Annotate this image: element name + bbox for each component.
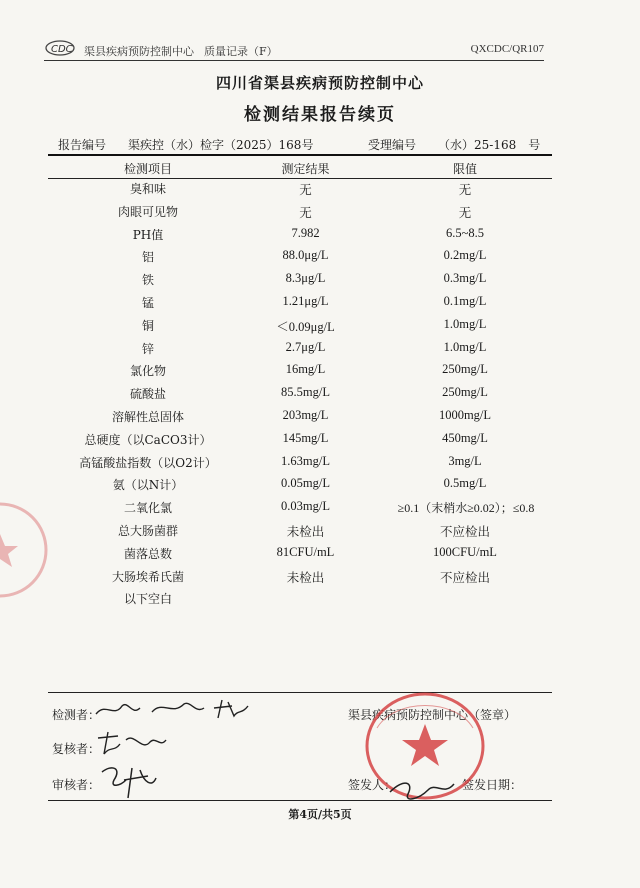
row-item: 硫酸盐 [129, 387, 166, 402]
row-result: 203mg/L [282, 407, 329, 422]
svg-text:CDC: CDC [51, 44, 73, 55]
row-item: 铜 [141, 318, 154, 333]
row-result: 145mg/L [282, 430, 329, 445]
report-meta [52, 134, 552, 154]
page-header [44, 38, 544, 62]
table-row [48, 564, 552, 587]
table-row [48, 381, 552, 404]
issuer-signature-icon [384, 770, 464, 810]
table-row [48, 358, 552, 381]
row-item: 总硬度（以CaCO3计） [84, 432, 212, 447]
table-row [48, 404, 552, 427]
row-item: 二氧化氯 [123, 501, 172, 516]
header-divider [44, 60, 544, 61]
table-row [48, 244, 552, 267]
row-limit: 1.0mg/L [443, 316, 487, 331]
table-row [48, 586, 552, 609]
row-limit: 1.0mg/L [443, 339, 487, 354]
row-result: 2.7μg/L [285, 339, 326, 354]
row-item: 总大肠菌群 [117, 523, 178, 538]
row-result: 无 [299, 205, 312, 220]
receipt-no: （水）25-168 号 [438, 138, 541, 152]
row-limit: 无 [458, 183, 472, 197]
table-row [48, 267, 552, 290]
row-result: 16mg/L [285, 362, 326, 377]
row-limit: 0.3mg/L [443, 271, 487, 286]
row-limit: ≥0.1（末梢水≥0.02）；≤0.8 [397, 501, 535, 516]
row-result: 7.982 [291, 225, 320, 240]
row-item: 肉眼可见物 [117, 204, 178, 219]
table-row [48, 199, 552, 222]
row-result: 81CFU/mL [276, 544, 335, 559]
table-row [48, 290, 552, 313]
row-limit: 1000mg/L [438, 407, 492, 422]
row-limit: 100CFU/mL [433, 544, 497, 559]
row-item: 锰 [141, 295, 154, 310]
report-no: 渠疾控（水）检字（2025）168号 [128, 138, 314, 152]
tester-signature-icon [92, 694, 272, 724]
auditor-signature-icon [96, 758, 166, 806]
table-row [48, 495, 552, 518]
row-limit: 0.5mg/L [443, 476, 487, 491]
row-item: 以下空白 [123, 592, 172, 607]
row-limit: 6.5~8.5 [445, 225, 484, 240]
table-row [48, 336, 552, 359]
row-limit: 不应检出 [439, 570, 490, 585]
table-row [48, 176, 552, 199]
header-item: 检测项目 [123, 162, 172, 176]
issuer-label: 签发人： [348, 778, 397, 792]
reviewer-signature-icon [94, 728, 174, 760]
table-row [48, 450, 552, 473]
row-result: 无 [299, 183, 312, 197]
cdc-logo-icon [44, 38, 80, 58]
row-item: 臭和味 [129, 182, 166, 196]
issue-date-label: 签发日期： [462, 778, 523, 792]
row-limit: 0.1mg/L [443, 293, 487, 308]
row-result: 未检出 [286, 570, 325, 585]
row-limit: 0.2mg/L [443, 248, 487, 263]
row-result: 88.0μg/L [282, 248, 329, 263]
header-doc-type: 质量记录（F） [204, 45, 278, 58]
table-row [48, 518, 552, 541]
row-result: ＜0.09μg/L [276, 319, 335, 334]
row-result: 85.5mg/L [281, 385, 330, 400]
header-form-code: QXCDC/QR107 [470, 43, 544, 55]
header-result: 测定结果 [281, 162, 330, 176]
row-item: 锌 [141, 341, 154, 356]
doc-title: 检测结果报告续页 [244, 105, 396, 125]
row-result: 1.63mg/L [281, 453, 330, 468]
row-result: 0.03mg/L [281, 499, 330, 514]
partial-seal-icon [0, 490, 50, 610]
row-item: 高锰酸盐指数（以O2计） [79, 455, 217, 470]
row-item: PH值 [132, 227, 164, 242]
table-row [48, 222, 552, 245]
row-item: 氨（以N计） [112, 478, 184, 493]
table-row [48, 427, 552, 450]
reviewer-label: 复核者： [52, 742, 101, 756]
table-row [48, 472, 552, 495]
table-body [48, 176, 552, 609]
row-limit: 250mg/L [442, 362, 488, 377]
report-no-label: 报告编号 [58, 138, 107, 152]
row-item: 大肠埃希氏菌 [111, 569, 184, 584]
footer-divider [48, 800, 552, 801]
receipt-no-label: 受理编号 [368, 138, 417, 152]
row-result: 8.3μg/L [285, 271, 326, 286]
org-title: 四川省渠县疾病预防控制中心 [215, 74, 424, 92]
row-item: 铁 [141, 273, 154, 288]
row-limit: 450mg/L [442, 430, 488, 445]
row-limit: 不应检出 [439, 524, 490, 539]
table-row [48, 313, 552, 336]
org-seal-label: 渠县疾病预防控制中心（签章） [348, 708, 517, 722]
row-result: 1.21μg/L [282, 293, 329, 308]
row-limit: 3mg/L [448, 453, 482, 468]
row-item: 铝 [141, 250, 154, 265]
row-result: 未检出 [286, 524, 325, 539]
row-limit: 250mg/L [442, 385, 488, 400]
tester-label: 检测者： [52, 708, 101, 722]
row-item: 菌落总数 [123, 546, 172, 561]
header-org-name: 渠县疾病预防控制中心 [84, 45, 194, 58]
row-result: 0.05mg/L [281, 476, 330, 491]
header-limit: 限值 [452, 162, 477, 176]
auditor-label: 审核者： [52, 778, 101, 792]
row-item: 氯化物 [129, 364, 166, 379]
row-item: 溶解性总固体 [111, 409, 184, 424]
page-number: 第4页/共5页 [288, 808, 352, 821]
table-row [48, 541, 552, 564]
row-limit: 无 [458, 205, 472, 220]
